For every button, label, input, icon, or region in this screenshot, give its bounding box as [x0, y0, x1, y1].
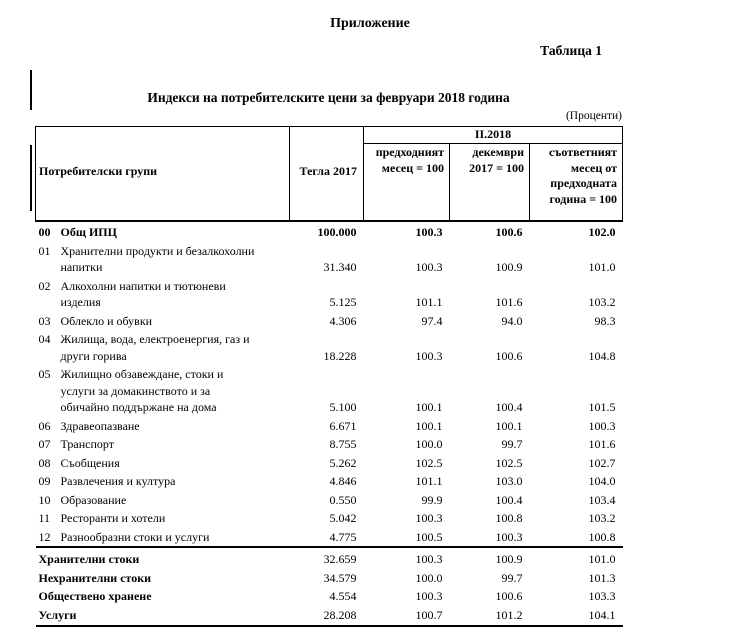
- summary-weight: 28.208: [290, 606, 364, 627]
- summary-row: [36, 587, 623, 606]
- row-weight: 6.671: [329, 418, 357, 433]
- table-row: [36, 330, 623, 365]
- summary-row: [36, 569, 623, 588]
- table-row: [36, 491, 623, 510]
- revision-bar-header: [30, 145, 32, 211]
- row-label: Разнообразни стоки и услуги: [60, 529, 210, 544]
- row-label: Облекло и обувки: [60, 313, 153, 328]
- row-prev-month: 97.4: [421, 313, 443, 328]
- row-same-month-prev-year: 102.0: [588, 225, 616, 239]
- column-header-prev-month: предходният месец = 100: [364, 144, 450, 222]
- summary-same-month-prev-year: 103.3: [588, 589, 616, 603]
- row-label: Алкохолни напитки и тютюневи изделия: [60, 278, 226, 309]
- column-header-weights: Тегла 2017: [290, 127, 364, 222]
- row-same-month-prev-year: 101.6: [588, 437, 616, 451]
- row-label: Съобщения: [60, 455, 120, 470]
- row-code: 01: [38, 243, 51, 258]
- summary-label: Нехранителни стоки: [38, 570, 152, 585]
- row-weight: 4.775: [329, 529, 357, 544]
- row-code: 11: [38, 511, 51, 525]
- row-code: 09: [38, 474, 51, 488]
- row-same-month-prev-year: 101.5: [588, 400, 616, 414]
- revision-bar-title: [30, 70, 32, 110]
- row-label: Жилищно обзавеждане, стоки и услуги за домакинството и за обичайно поддържане на дома: [60, 367, 224, 414]
- row-label: Жилища, вода, електроенергия, газ и други горива: [60, 332, 250, 363]
- row-december: 94.0: [501, 313, 523, 328]
- table-row: [36, 528, 623, 548]
- row-label: Хранителни продукти и безалкохолни напитки: [60, 243, 255, 274]
- row-code: 04: [38, 332, 51, 346]
- document-header-label: Приложение: [330, 16, 410, 31]
- row-code: 07: [38, 437, 51, 451]
- summary-december: 99.7: [501, 570, 523, 585]
- table-summary-body: [36, 547, 623, 626]
- row-same-month-prev-year: 103.2: [588, 511, 616, 525]
- row-same-month-prev-year: 100.8: [588, 529, 616, 544]
- summary-row: [36, 547, 623, 569]
- cpi-table: [35, 126, 623, 627]
- row-prev-month: 101.1: [415, 474, 443, 488]
- page-title: Индекси на потребителските цени за февруари 2018 година: [147, 90, 510, 105]
- row-code: 03: [38, 313, 51, 328]
- table-row: [36, 454, 623, 473]
- row-december: 100.3: [495, 529, 523, 544]
- row-same-month-prev-year: 102.7: [588, 455, 616, 470]
- row-december: 100.4: [495, 492, 523, 507]
- table-row: [36, 312, 623, 331]
- summary-prev-month: 100.3: [364, 547, 450, 569]
- row-prev-month: 100.0: [415, 437, 443, 451]
- column-header-same-month-prev-year: съответният месец от предходната година = 100: [530, 144, 623, 222]
- summary-same-month-prev-year: 101.0: [530, 547, 623, 569]
- summary-label: Обществено хранене: [38, 589, 152, 603]
- table-row: [36, 509, 623, 528]
- row-same-month-prev-year: 100.3: [588, 418, 616, 433]
- summary-december: 101.2: [450, 606, 530, 627]
- summary-weight: 32.659: [290, 547, 364, 569]
- table-number-label: Таблица 1: [540, 43, 602, 58]
- summary-row: [36, 606, 623, 627]
- row-label: Развлечения и култура: [60, 474, 176, 488]
- row-prev-month: 101.1: [415, 295, 443, 309]
- summary-prev-month: 100.0: [415, 570, 443, 585]
- row-same-month-prev-year: 104.8: [588, 348, 616, 363]
- row-code: 05: [38, 367, 51, 381]
- row-weight: 18.228: [323, 348, 357, 363]
- row-same-month-prev-year: 103.2: [588, 295, 616, 309]
- row-december: 100.9: [495, 260, 523, 274]
- table-body: [36, 221, 623, 547]
- table-row: [36, 435, 623, 454]
- summary-weight: 34.579: [323, 570, 357, 585]
- row-label: Транспорт: [60, 437, 114, 451]
- table-row: [36, 472, 623, 491]
- row-prev-month: 100.3: [415, 511, 443, 525]
- row-weight: 5.262: [329, 455, 357, 470]
- units-note: (Проценти): [565, 110, 622, 122]
- summary-prev-month: 100.7: [364, 606, 450, 627]
- row-prev-month: 100.1: [415, 418, 443, 433]
- row-same-month-prev-year: 98.3: [594, 313, 616, 328]
- row-same-month-prev-year: 101.0: [588, 260, 616, 274]
- summary-december: 100.6: [495, 589, 523, 603]
- row-label: Здравеопазване: [60, 418, 140, 433]
- column-group-header-period: II.2018: [364, 127, 623, 144]
- column-header-december: декември 2017 = 100: [450, 144, 530, 222]
- row-december: 100.6: [495, 225, 523, 239]
- row-weight: 8.755: [329, 437, 357, 451]
- summary-december: 100.9: [450, 547, 530, 569]
- row-december: 99.7: [501, 437, 523, 451]
- row-weight: 5.042: [329, 511, 357, 525]
- row-december: 100.4: [495, 400, 523, 414]
- table-header: [36, 127, 623, 222]
- row-weight: 4.846: [329, 474, 357, 488]
- row-prev-month: 100.1: [415, 400, 443, 414]
- row-code: 02: [38, 278, 51, 293]
- row-december: 100.6: [495, 348, 523, 363]
- column-header-groups: Потребителски групи: [36, 127, 290, 222]
- row-december: 101.6: [495, 295, 523, 309]
- summary-same-month-prev-year: 101.3: [588, 570, 616, 585]
- row-weight: 100.000: [317, 225, 357, 239]
- row-december: 100.1: [495, 418, 523, 433]
- row-weight: 4.306: [329, 313, 357, 328]
- row-december: 103.0: [495, 474, 523, 488]
- row-december: 100.8: [495, 511, 523, 525]
- row-label: Ресторанти и хотели: [60, 511, 166, 525]
- table-row: [36, 221, 623, 242]
- row-prev-month: 100.3: [415, 260, 443, 274]
- row-same-month-prev-year: 104.0: [588, 474, 616, 488]
- table-row: [36, 365, 623, 417]
- summary-label: Хранителни стоки: [36, 547, 290, 569]
- summary-prev-month: 100.3: [415, 589, 443, 603]
- row-prev-month: 100.3: [415, 348, 443, 363]
- row-weight: 0.550: [329, 492, 357, 507]
- row-code: 06: [38, 418, 51, 433]
- row-code: 08: [38, 455, 51, 470]
- row-december: 102.5: [495, 455, 523, 470]
- row-label: Образование: [60, 492, 127, 507]
- row-weight: 31.340: [323, 260, 357, 274]
- table-row: [36, 242, 623, 277]
- row-weight: 5.125: [329, 295, 357, 309]
- row-weight: 5.100: [329, 400, 357, 414]
- summary-same-month-prev-year: 104.1: [530, 606, 623, 627]
- row-prev-month: 102.5: [415, 455, 443, 470]
- row-code: 00: [38, 225, 51, 239]
- summary-label: Услуги: [36, 606, 290, 627]
- summary-weight: 4.554: [329, 589, 357, 603]
- row-same-month-prev-year: 103.4: [588, 492, 616, 507]
- row-prev-month: 100.5: [415, 529, 443, 544]
- row-prev-month: 100.3: [415, 225, 443, 239]
- row-code: 10: [38, 492, 51, 507]
- table-row: [36, 417, 623, 436]
- row-prev-month: 99.9: [421, 492, 443, 507]
- table-row: [36, 277, 623, 312]
- row-label: Общ ИПЦ: [60, 225, 117, 239]
- row-code: 12: [38, 529, 51, 544]
